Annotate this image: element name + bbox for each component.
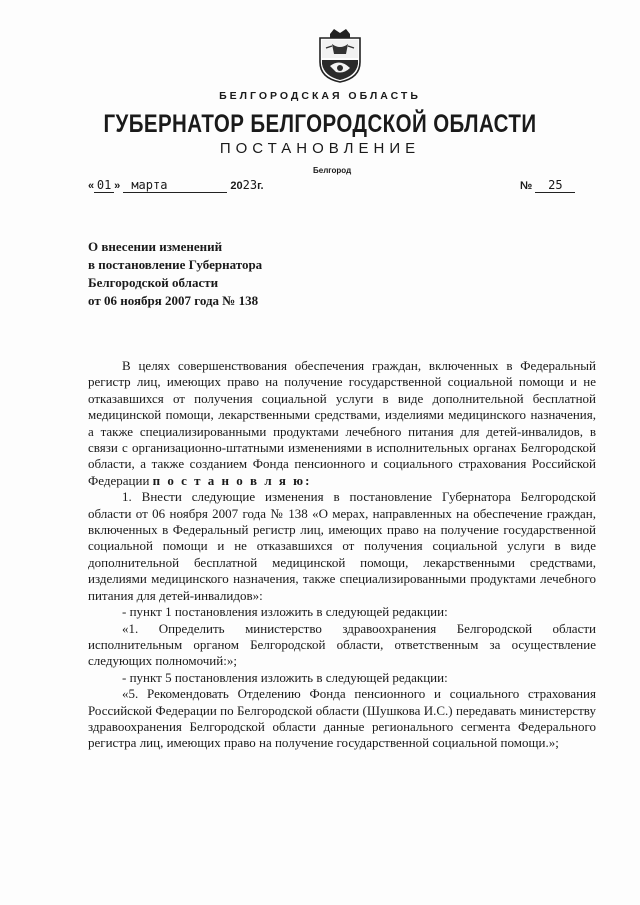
date-month: марта (123, 178, 227, 193)
paragraph-1: 1. Внести следующие изменения в постановление Губернатора Белгородской области от 06 ноября 2007 года № 138 «О мерах, направленных на обеспечение граждан, включенных в Федеральный регистр лиц, имеющих право на получение государственной социальной помощи и не отказавшихся от получения социальной услуги в виде дополнительной бесплатной медицинской помощи, лекарственными средствами, изделиями медицинского назначения, также специализированными продуктами лечебного питания для детей-инвалидов»: (88, 489, 596, 603)
decree-word: п о с т а н о в л я ю: (152, 472, 312, 488)
coat-of-arms-emblem (316, 28, 364, 84)
date-year-suffix: 23 (242, 178, 258, 192)
paragraph-2: - пункт 1 постановления изложить в следующей редакции: (122, 604, 448, 620)
date-day: 01 (94, 178, 114, 193)
subject-block (88, 238, 348, 310)
subject-line: в постановление Губернатора (88, 257, 263, 272)
number-line (520, 178, 575, 193)
document-body (88, 358, 596, 752)
document-type-heading: ПОСТАНОВЛЕНИЕ (219, 140, 421, 157)
subject-line: О внесении изменений (88, 239, 223, 254)
region-heading: БЕЛГОРОДСКАЯ ОБЛАСТЬ (219, 90, 421, 102)
preamble-text: В целях совершенствования обеспечения граждан, включенных в Федеральный регистр лиц, имеющих право на получение государственной социальной помощи и не отказавшихся от получения социальной услуги в виде дополнительной бесплатной медицинской помощи, лекарственными средствами, изделиями медицинского назначения, а также специализированными продуктами лечебного питания для детей-инвалидов, в связи с организационно-штатными изменениями в исполнительных органах Белгородской области, а также созданием Фонда пенсионного и социального страхования Российской Федерации (88, 358, 596, 488)
preamble-paragraph (88, 358, 596, 489)
date-line (88, 178, 264, 193)
date-year-abbr: г. (257, 180, 264, 192)
paragraph-5: «5. Рекомендовать Отделению Фонда пенсионного и социального страхования Российской Федерации по Белгородской области (Шушкова И.С.) передавать министерству здравоохранения Белгородской области данные регионального сегмента Федерального регистра лиц, имеющих право на получение государственной социальной помощи.»; (88, 686, 596, 751)
date-open-quote: « (88, 180, 95, 192)
number-label: № (520, 180, 533, 192)
subject-line: от 06 ноября 2007 года № 138 (88, 293, 259, 308)
paragraph-4: - пункт 5 постановления изложить в следующей редакции: (122, 669, 448, 685)
governor-heading: ГУБЕРНАТОР БЕЛГОРОДСКОЙ ОБЛАСТИ (103, 110, 537, 138)
document-number: 25 (535, 178, 575, 193)
date-year-prefix: 20 (230, 180, 243, 192)
city-label: Белгород (313, 166, 352, 175)
paragraph-3: «1. Определить министерство здравоохранения Белгородской области исполнительным органом Белгородской области, ответственным за осуществление следующих полномочий:»; (88, 620, 596, 669)
date-close-quote: » (114, 180, 121, 192)
subject-line: Белгородской области (88, 275, 219, 290)
